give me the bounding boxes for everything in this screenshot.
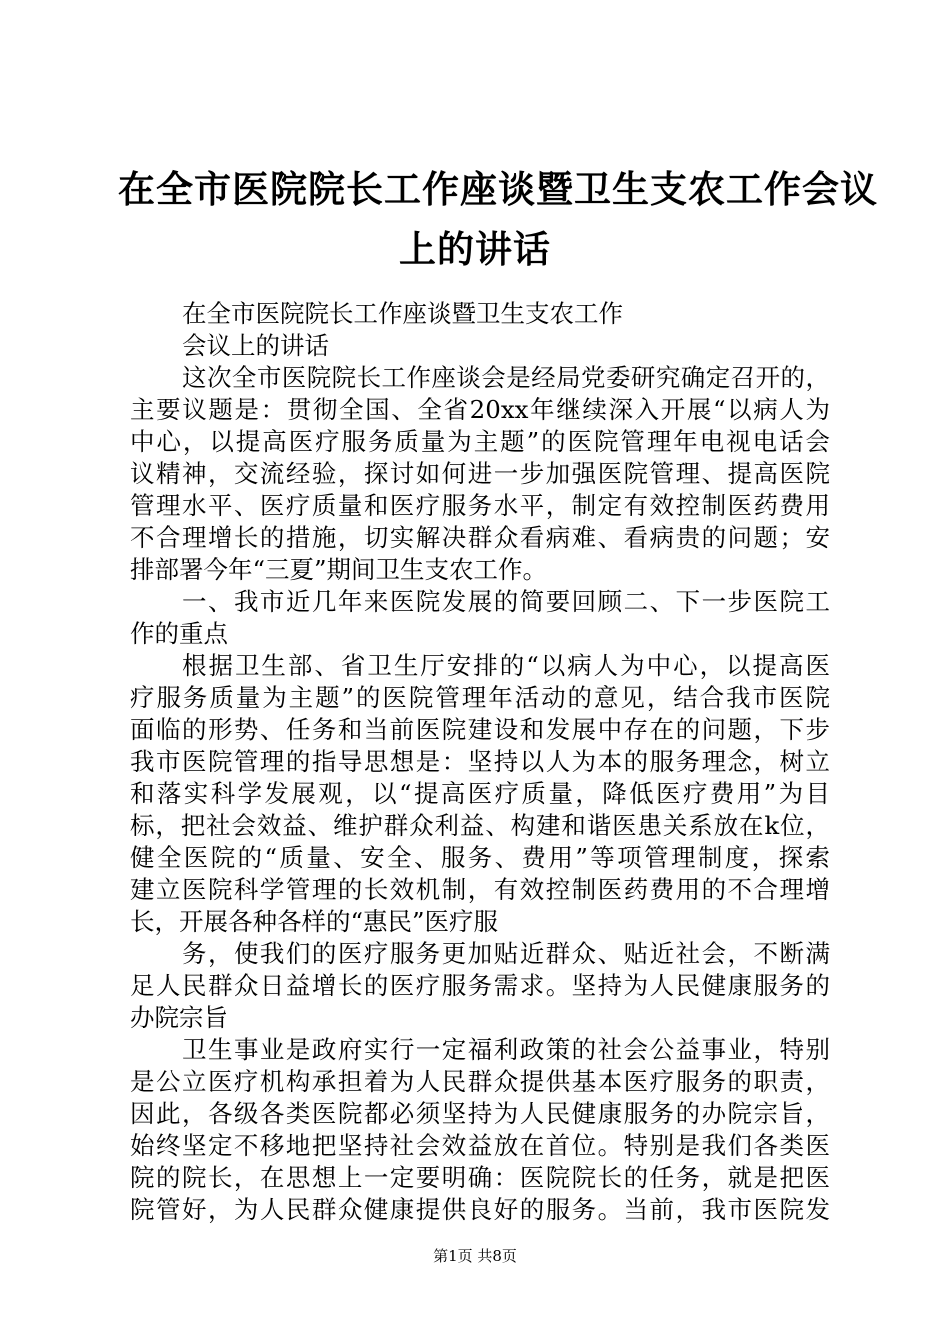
body-line: 始终坚定不移地把坚持社会效益放在首位。特别是我们各类医 bbox=[130, 1131, 830, 1160]
body-line: 在全市医院院长工作座谈暨卫生支农工作 bbox=[182, 299, 623, 328]
body-line: 我市医院管理的指导思想是：坚持以人为本的服务理念，树立 bbox=[130, 747, 830, 776]
body-line: 不合理增长的措施，切实解决群众看病难、看病贵的问题；安 bbox=[130, 523, 830, 552]
body-line: 院的院长，在思想上一定要明确：医院院长的任务，就是把医 bbox=[130, 1163, 830, 1192]
body-line: 面临的形势、任务和当前医院建设和发展中存在的问题，下步 bbox=[130, 715, 830, 744]
body-line: 管理水平、医疗质量和医疗服务水平，制定有效控制医药费用 bbox=[130, 491, 830, 520]
body-line: 主要议题是：贯彻全国、全省20xx年继续深入开展“以病人为 bbox=[130, 395, 830, 424]
body-line: 长，开展各种各样的“惠民”医疗服 bbox=[130, 907, 499, 936]
body-line: 因此，各级各类医院都必须坚持为人民健康服务的办院宗旨， bbox=[130, 1099, 830, 1128]
body-line: 卫生事业是政府实行一定福利政策的社会公益事业，特别 bbox=[182, 1035, 830, 1064]
body-line: 健全医院的“质量、安全、服务、费用”等项管理制度，探索 bbox=[130, 843, 830, 872]
body-line: 足人民群众日益增长的医疗服务需求。坚持为人民健康服务的 bbox=[130, 971, 830, 1000]
body-line: 疗服务质量为主题”的医院管理年活动的意见，结合我市医院 bbox=[130, 683, 830, 712]
body-line: 根据卫生部、省卫生厅安排的“以病人为中心，以提高医 bbox=[182, 651, 830, 680]
body-line: 建立医院科学管理的长效机制，有效控制医药费用的不合理增 bbox=[130, 875, 830, 904]
body-line: 一、我市近几年来医院发展的简要回顾二、下一步医院工 bbox=[182, 587, 830, 616]
body-line: 标，把社会效益、维护群众利益、构建和谐医患关系放在k位， bbox=[130, 811, 830, 840]
body-line: 院管好，为人民群众健康提供良好的服务。当前，我市医院发 bbox=[130, 1195, 830, 1224]
body-line: 和落实科学发展观，以“提高医疗质量，降低医疗费用”为目 bbox=[130, 779, 830, 808]
title-line: 上的讲话 bbox=[399, 228, 551, 271]
body-line: 办院宗旨 bbox=[130, 1003, 228, 1032]
body-line: 是公立医疗机构承担着为人民群众提供基本医疗服务的职责， bbox=[130, 1067, 830, 1096]
document-body bbox=[130, 298, 830, 1226]
body-line: 中心，以提高医疗服务质量为主题”的医院管理年电视电话会 bbox=[130, 427, 830, 456]
page-number-footer: 第1页 共8页 bbox=[433, 1247, 517, 1265]
body-line: 排部署今年“三夏”期间卫生支农工作。 bbox=[130, 555, 548, 584]
document-title bbox=[118, 160, 878, 280]
title-line: 在全市医院院长工作座谈暨卫生支农工作会议 bbox=[118, 168, 878, 211]
body-line: 会议上的讲话 bbox=[182, 331, 329, 360]
body-line: 作的重点 bbox=[130, 619, 228, 648]
body-line: 务，使我们的医疗服务更加贴近群众、贴近社会，不断满 bbox=[182, 939, 830, 968]
body-line: 议精神，交流经验，探讨如何进一步加强医院管理、提高医院 bbox=[130, 459, 830, 488]
body-line: 这次全市医院院长工作座谈会是经局党委研究确定召开的， bbox=[182, 363, 830, 392]
